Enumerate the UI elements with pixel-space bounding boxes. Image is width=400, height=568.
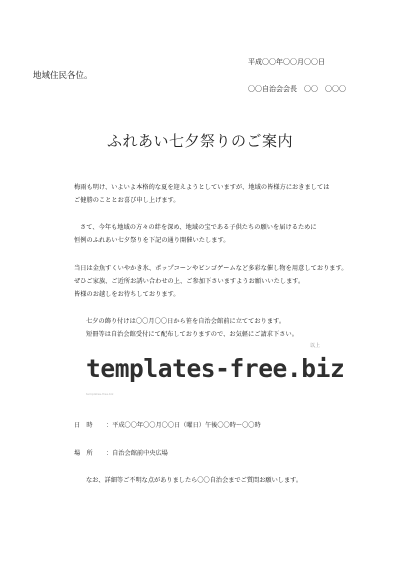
details-line-1: 当日は金魚すくいやかき氷、ポップコーンやビンゴゲームなど多彩な催し物を用意しております。 xyxy=(74,265,348,272)
event-place-value: ：自治会館前中央広場 xyxy=(106,450,168,457)
issue-date: 平成〇〇年〇〇月〇〇日 xyxy=(248,58,325,66)
event-date-row xyxy=(74,423,261,429)
details-line-3: 皆様のお越しをお待ちしております。 xyxy=(74,291,180,298)
document-title: ふれあい七夕祭りのご案内 xyxy=(106,132,293,150)
notice-line-2: 短冊等は自治会館受付にて配布しておりますので、お気軽にご請求下さい。 xyxy=(86,331,298,338)
recipient-line: 地域住民各位。 xyxy=(33,71,93,81)
purpose-line-1: さて、今年も地域の方々の絆を深め、地域の宝である子供たちの願いを届けるために xyxy=(80,224,317,231)
notice-line-1: 七夕の飾り付けは〇〇月〇〇日から笹を自治会館前に立てております。 xyxy=(86,318,286,325)
event-place-label: 場 所 xyxy=(74,450,93,457)
event-date-label: 日 時 xyxy=(74,422,93,429)
greeting-line-1: 梅雨も明け、いよいよ本格的な夏を迎えようとしていますが、地域の皆様方におきましては xyxy=(74,184,330,191)
watermark-fine-print: templates-free.biz xyxy=(86,392,114,396)
event-place-row xyxy=(74,451,168,457)
sender-line: 〇〇自治会会長 〇〇 〇〇〇 xyxy=(248,85,346,93)
greeting-line-2: ご健勝のこととお喜び申し上げます。 xyxy=(74,197,180,204)
details-line-2: ぜひご家族、ご近所お誘い合わせの上、ご参加下さいますようお願いいたします。 xyxy=(74,278,305,285)
event-date-value: ：平成〇〇年〇〇月〇〇日（曜日）午後〇〇時～〇〇時 xyxy=(106,422,261,429)
footer-note: なお、詳細等ご不明な点がありましたら〇〇自治会までご質問お願いします。 xyxy=(86,477,303,484)
purpose-line-2: 恒例のふれあい七夕祭りを下記の通り開催いたします。 xyxy=(74,237,230,244)
watermark-logo: templates-free.biz xyxy=(86,354,345,383)
closing-marker: 以上 xyxy=(310,343,321,349)
